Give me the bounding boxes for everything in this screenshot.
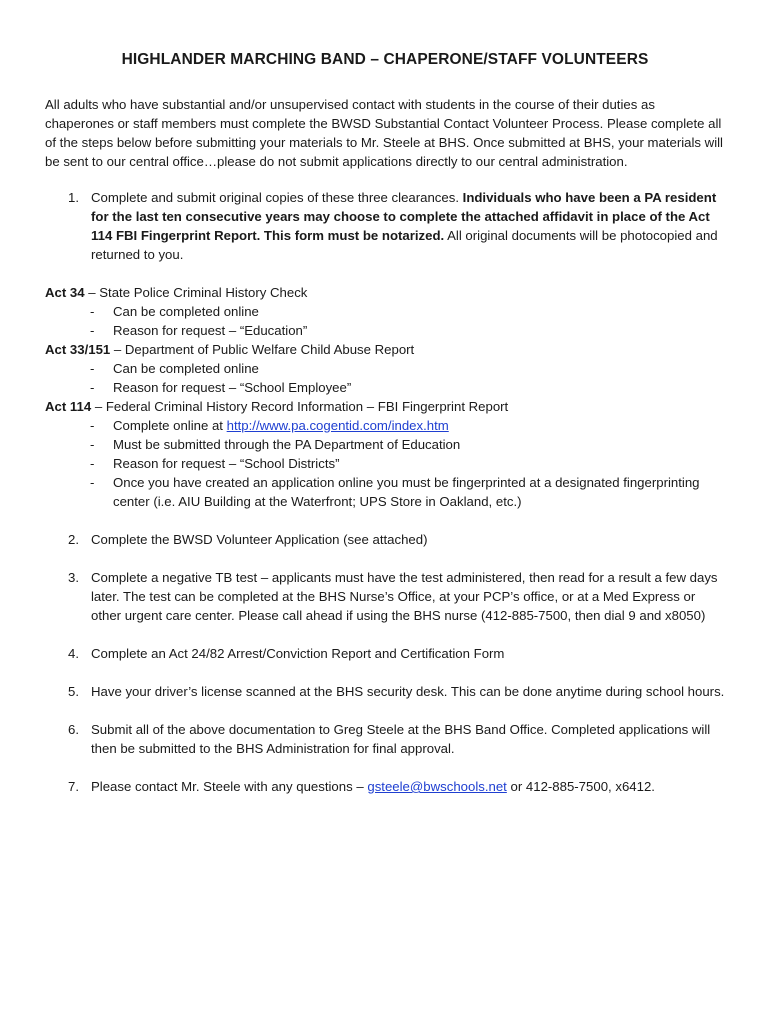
cogentid-link[interactable]: http://www.pa.cogentid.com/index.htm — [226, 418, 449, 433]
act-label: Act 34 — [45, 285, 85, 300]
step-text: Have your driver’s license scanned at the BHS security desk. This can be done anytime during school hours. — [91, 684, 725, 699]
step-number: 4. — [68, 646, 79, 661]
act-114 — [45, 397, 725, 511]
dash-bullet: - — [90, 456, 95, 471]
list-item — [45, 435, 725, 454]
step-text-suffix: or 412-885-7500, x6412. — [506, 779, 655, 794]
list-item-text: Can be completed online — [113, 304, 259, 319]
list-item-text: Reason for request – “Education” — [113, 323, 308, 338]
step-4 — [45, 644, 725, 663]
step-number: 5. — [68, 684, 79, 699]
list-item — [45, 416, 725, 435]
dash-bullet: - — [90, 361, 95, 376]
act-34 — [45, 283, 725, 340]
act-heading — [45, 340, 725, 359]
step-text: Complete a negative TB test – applicants must have the test administered, then read for a result a few days later. The test can be completed at the BHS Nurse’s Office, at your PCP’s office, or at a Med Express or other urgent care center. Please call ahead if using the BHS nurse (412-885-7500, then dial 9 and x8050) — [91, 570, 718, 623]
list-item — [45, 378, 725, 397]
dash-bullet: - — [90, 323, 95, 338]
act-sub-list — [45, 359, 725, 397]
list-item — [45, 473, 725, 511]
list-item-text: Reason for request – “School Districts” — [113, 456, 340, 471]
list-item-text: Can be completed online — [113, 361, 259, 376]
step-number: 2. — [68, 532, 79, 547]
act-sub-list — [45, 416, 725, 511]
document-page — [45, 50, 725, 815]
list-item — [45, 359, 725, 378]
clearances-list — [45, 283, 725, 511]
step-1 — [45, 188, 725, 264]
list-item — [45, 321, 725, 340]
step-3 — [45, 568, 725, 625]
step-7 — [45, 777, 725, 796]
step-1-bold-note: Individuals who have been a PA resident for the last ten consecutive years may choose to complete the attached affidavit in place of the Act 114 FBI Fingerprint Report. This form must be notarized. — [91, 190, 717, 243]
list-item — [45, 454, 725, 473]
dash-bullet: - — [90, 475, 95, 490]
email-link[interactable]: gsteele@bwschools.net — [367, 779, 507, 794]
act-heading — [45, 397, 725, 416]
act-label: Act 114 — [45, 399, 92, 414]
steps-list-continued — [45, 530, 725, 796]
step-number: 3. — [68, 570, 79, 585]
intro-paragraph: All adults who have substantial and/or unsupervised contact with students in the course of their duties as chaperones or staff members must complete the BWSD Substantial Contact Volunteer Process. Please complete all of the steps below before submitting your materials to Mr. Steele at BHS. Once submitted at BHS, your materials will be sent to our central office…please do not submit applications directly to our central administration. — [45, 97, 723, 169]
step-text: Complete an Act 24/82 Arrest/Conviction Report and Certification Form — [91, 646, 505, 661]
list-item-text: Complete online at — [113, 418, 227, 433]
step-number: 1. — [68, 190, 79, 205]
step-6 — [45, 720, 725, 758]
step-1-text-a: Complete and submit original copies of these three clearances. — [91, 190, 463, 205]
step-text: Submit all of the above documentation to Greg Steele at the BHS Band Office. Completed applications will then be submitted to the BHS Administration for final approval. — [91, 722, 711, 756]
list-item-text: Once you have created an application online you must be fingerprinted at a designated fingerprinting center (i.e. AIU Building at the Waterfront; UPS Store in Oakland, etc.) — [113, 475, 700, 509]
step-5 — [45, 682, 725, 701]
dash-bullet: - — [90, 418, 95, 433]
act-heading — [45, 283, 725, 302]
step-1-text-b: All original documents will be photocopied and returned to you. — [91, 228, 718, 262]
step-2 — [45, 530, 725, 549]
list-item — [45, 302, 725, 321]
step-number: 7. — [68, 779, 79, 794]
act-label: Act 33/151 — [45, 342, 111, 357]
dash-bullet: - — [90, 304, 95, 319]
act-sub-list — [45, 302, 725, 340]
act-description: – Department of Public Welfare Child Abuse Report — [110, 342, 415, 357]
page-title: HIGHLANDER MARCHING BAND – CHAPERONE/STAFF VOLUNTEERS — [121, 51, 649, 68]
dash-bullet: - — [90, 380, 95, 395]
step-text: Please contact Mr. Steele with any questions – — [91, 779, 368, 794]
list-item-text: Must be submitted through the PA Department of Education — [113, 437, 461, 452]
list-item-text: Reason for request – “School Employee” — [113, 380, 352, 395]
act-description: – State Police Criminal History Check — [84, 285, 308, 300]
step-number: 6. — [68, 722, 79, 737]
step-text: Complete the BWSD Volunteer Application (see attached) — [91, 532, 428, 547]
act-description: – Federal Criminal History Record Information – FBI Fingerprint Report — [91, 399, 509, 414]
dash-bullet: - — [90, 437, 95, 452]
act-33-151 — [45, 340, 725, 397]
steps-list — [45, 188, 725, 264]
